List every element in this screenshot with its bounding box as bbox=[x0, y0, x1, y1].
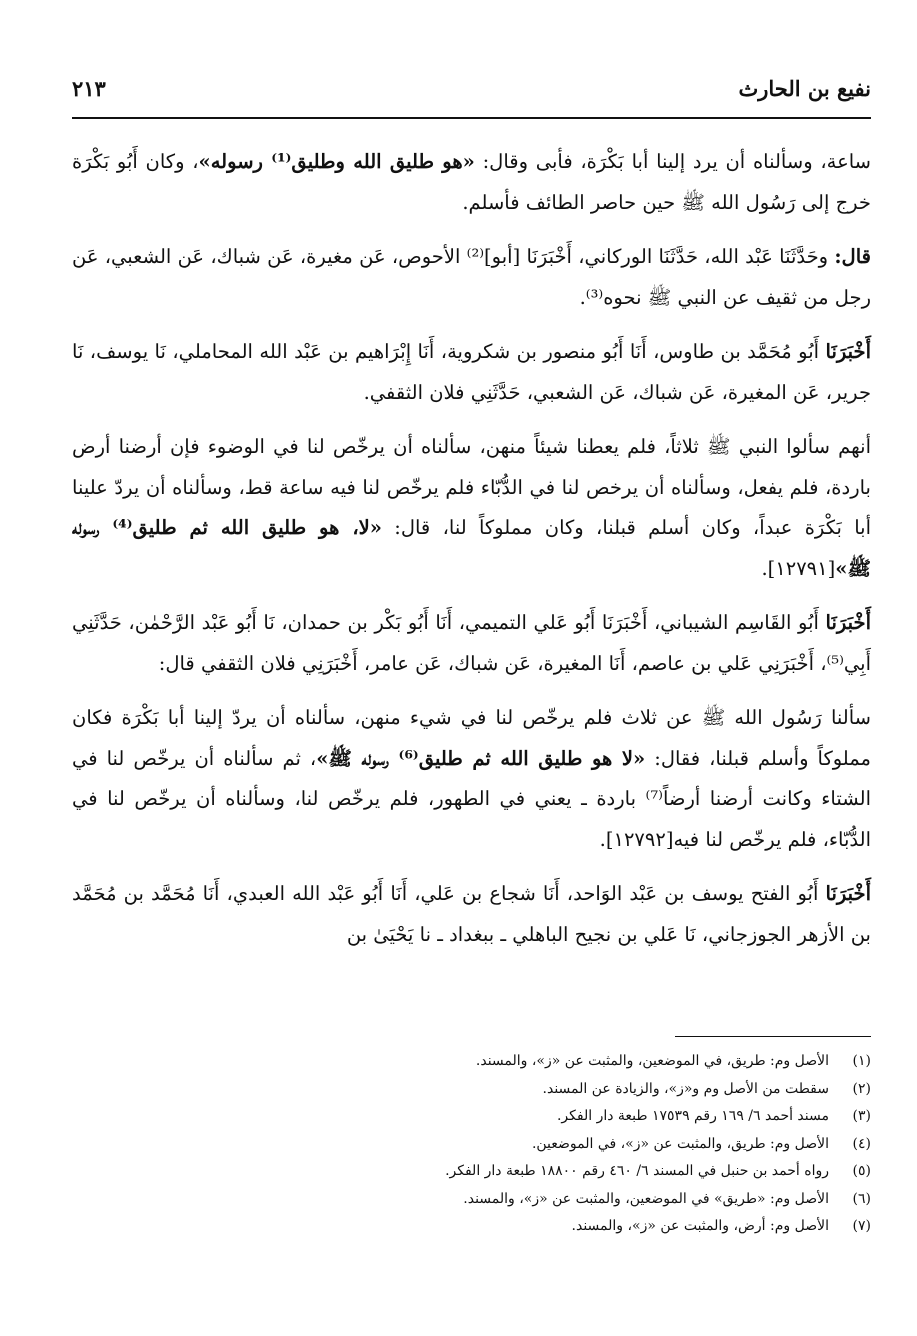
paragraph bbox=[72, 698, 871, 860]
footnote bbox=[72, 1076, 871, 1104]
header-divider bbox=[72, 117, 871, 119]
footnote bbox=[72, 1158, 871, 1186]
paragraph bbox=[72, 237, 871, 318]
footnote-text: الأصل وم: طريق، في الموضعين، والمثبت عن «ز»، والمسند. bbox=[475, 1053, 829, 1069]
paragraph-text: سألنا رَسُول الله ﷺ عن ثلاث فلم يرخّص لنا في شيء منهن، سألناه أن يردّ إلينا أبا بَكْرَة فكان مملوكاً وأسلم قبلنا، فقال: bbox=[72, 706, 871, 770]
paragraph-text-tail: ، وكان أَبُو بَكْرَة خرج إلى رَسُول الله ﷺ حين حاصر الطائف فأسلم. bbox=[72, 150, 871, 214]
running-title: نفيع بن الحارث bbox=[738, 75, 871, 101]
footnote-number: (٦) bbox=[852, 1190, 871, 1207]
footnote-number: (٣) bbox=[852, 1108, 871, 1124]
paragraph-text: أنهم سألوا النبي ﷺ ثلاثاً، فلم يعطنا شيئاً منهن، سألناه أن يرخّص لنا في الوضوء فإن أرضنا أرض باردة، فلم يفعل، وسألناه أن يرخص لنا في الدُّبّاء فلم يرخّص لنا فيه ساعة قط، وسألناه أن يردّ علينا أبا بَكْرَة عبداً، وكان أسلم قبلنا، وكان مملوكاً لنا، قال: bbox=[72, 435, 871, 539]
footnote-number: (٢) bbox=[852, 1080, 871, 1097]
paragraph-lead: قال: bbox=[834, 245, 871, 268]
footnotes-list bbox=[72, 1048, 871, 1241]
footnote bbox=[72, 1103, 871, 1131]
footnote-text: سقطت من الأصل وم و«ز»، والزيادة عن المسند. bbox=[542, 1080, 829, 1097]
paragraph-lead: أَخْبَرَنَا bbox=[825, 611, 871, 634]
paragraph-lead: أَخْبَرَنَا bbox=[825, 340, 871, 363]
footnote bbox=[72, 1048, 871, 1076]
paragraph bbox=[72, 603, 871, 684]
quoted-saying: «هو طليق الله وطليق⁽¹⁾ رسوله» bbox=[198, 150, 475, 173]
paragraph-lead: أَخْبَرَنَا bbox=[825, 882, 871, 905]
paragraph-text: وحَدَّثَنَا عَبْد الله، حَدَّثَنَا الوركاني، أَخْبَرَنَا [أبو]⁽²⁾ الأحوص، عَن مغيرة، عَن شباك، عَن الشعبي، عَن رجل من ثقيف عن النبي ﷺ نحوه⁽³⁾. bbox=[72, 245, 871, 309]
paragraph-text: أَبُو الفتح يوسف بن عَبْد الوَاحد، أَنَا شجاع بن عَلي، أَنَا أَبُو عَبْد الله العبدي، أَنَا مُحَمَّد بن مُحَمَّد بن الأزهر الجوزجاني، نَا عَلي بن نجيح الباهلي ـ ببغداد ـ نا يَحْيَىٰ بن bbox=[72, 882, 871, 946]
paragraph-text: ساعة، وسألناه أن يرد إلينا أبا بَكْرَة، فأبى وقال: bbox=[474, 150, 872, 173]
page-number: ٢١٣ bbox=[72, 75, 106, 101]
paragraph-text: أَبُو مُحَمَّد بن طاوس، أَنَا أَبُو منصور بن شكروية، أَنَا إِبْرَاهيم بن عَبْد الله المحاملي، نَا يوسف، نَا جرير، عَن المغيرة، عَن شباك، عَن الشعبي، حَدَّثَنِي فلان الثقفي. bbox=[72, 340, 871, 404]
footnote-number: (٧) bbox=[852, 1218, 871, 1234]
paragraph bbox=[72, 874, 871, 955]
footnote-text: الأصل وم: طريق، والمثبت عن «ز»، في الموضعين. bbox=[531, 1135, 829, 1152]
paragraph bbox=[72, 142, 871, 223]
footnote-text: مسند أحمد ٦/ ١٦٩ رقم ١٧٥٣٩ طبعة دار الفكر. bbox=[556, 1108, 829, 1124]
quoted-saying: «لا هو طليق الله ثم طليق⁽⁶⁾ رسوله ﷺ» bbox=[316, 746, 646, 770]
footnote bbox=[72, 1213, 871, 1241]
page-header bbox=[72, 66, 871, 110]
footnote-text: الأصل وم: أرض، والمثبت عن «ز»، والمسند. bbox=[571, 1218, 829, 1234]
paragraph-text-tail: ، ثم سألناه أن يرخّص لنا في الشتاء وكانت أرضنا أرضاً⁽⁷⁾ باردة ـ يعني في الطهور، فلم يرخّص لنا، وسألناه أن يرخّص لنا في الدُّبّاء، فلم يرخّص لنا فيه[١٢٧٩٢]. bbox=[72, 746, 872, 851]
footnote-text: رواه أحمد بن حنبل في المسند ٦/ ٤٦٠ رقم ١٨٨٠٠ طبعة دار الفكر. bbox=[445, 1163, 829, 1179]
footnote-divider bbox=[675, 1036, 871, 1037]
main-text bbox=[72, 142, 871, 965]
paragraph bbox=[72, 427, 871, 589]
footnote bbox=[72, 1131, 871, 1159]
footnote-number: (١) bbox=[852, 1053, 871, 1069]
footnote-number: (٥) bbox=[852, 1163, 871, 1179]
paragraph-text-tail: [١٢٧٩١]. bbox=[761, 556, 836, 580]
footnote bbox=[72, 1186, 871, 1214]
footnote-number: (٤) bbox=[852, 1135, 871, 1152]
paragraph-text: أَبُو القَاسِم الشيباني، أَخْبَرَنَا أَبُو عَلي التميمي، أَنَا أَبُو بَكْر بن حمدان، نَا أَبُو عَبْد الرَّحْمٰن، حَدَّثَنِي أَبِي⁽⁵⁾، أَخْبَرَنِي عَلي بن عاصم، أَنَا المغيرة، عَن شباك، عَن عامر، أَخْبَرَنِي فلان الثقفي قال: bbox=[72, 611, 871, 675]
paragraph bbox=[72, 332, 871, 413]
quoted-saying: «لا، هو طليق الله ثم طليق⁽⁴⁾ رسوله ﷺ» bbox=[72, 516, 871, 580]
footnote-text: الأصل وم: «طريق» في الموضعين، والمثبت عن «ز»، والمسند. bbox=[463, 1190, 829, 1207]
